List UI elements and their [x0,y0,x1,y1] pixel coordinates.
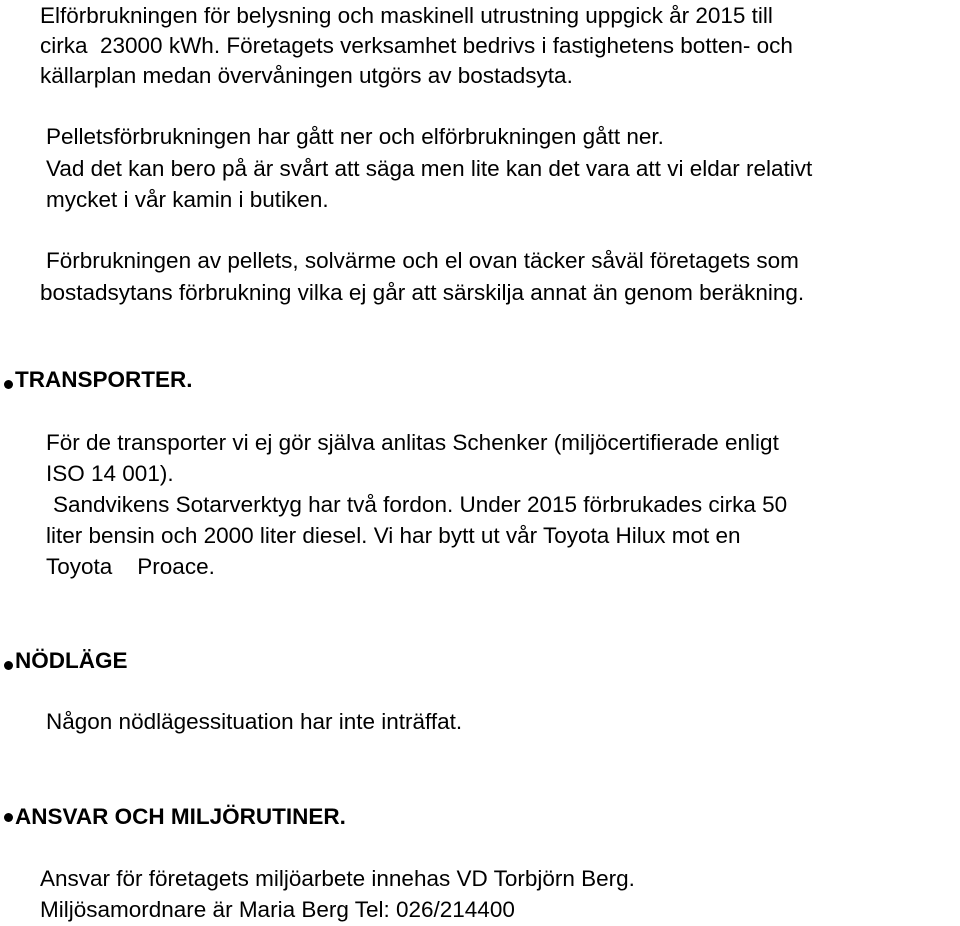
bullet-icon [4,813,13,822]
text-line: Toyota Proace. [46,554,215,579]
text-line: Miljösamordnare är Maria Berg Tel: 026/214400 [40,897,515,922]
bullet-icon [4,661,13,670]
text-line: För de transporter vi ej gör själva anlitas Schenker (miljöcertifierade enligt [46,430,779,455]
text-line: ISO 14 001). [46,461,174,486]
text-line: cirka 23000 kWh. Företagets verksamhet bedrivs i fastighetens botten- och [40,33,793,58]
text-line: Pelletsförbrukningen har gått ner och elförbrukningen gått ner. [46,124,664,149]
text-line: liter bensin och 2000 liter diesel. Vi har bytt ut vår Toyota Hilux mot en [46,523,741,548]
bullet-icon [4,380,13,389]
section-heading-transport: TRANSPORTER. [15,367,193,392]
text-line: Förbrukningen av pellets, solvärme och el ovan täcker såväl företagets som [46,248,799,273]
text-line: Någon nödlägessituation har inte inträffat. [46,709,463,734]
text-line: Elförbrukningen för belysning och maskinell utrustning uppgick år 2015 till [40,3,773,28]
text-line: mycket i vår kamin i butiken. [46,187,329,212]
section-heading-responsibility: ANSVAR OCH MILJÖRUTINER. [15,804,346,829]
text-line: Vad det kan bero på är svårt att säga men lite kan det vara att vi eldar relativt [46,156,813,181]
section-heading-emergency: NÖDLÄGE [15,648,128,673]
text-line: Sandvikens Sotarverktyg har två fordon. Under 2015 förbrukades cirka 50 [53,492,788,517]
text-line: bostadsytans förbrukning vilka ej går att särskilja annat än genom beräkning. [40,280,805,305]
text-line: källarplan medan övervåningen utgörs av bostadsyta. [40,63,573,88]
text-line: Ansvar för företagets miljöarbete innehas VD Torbjörn Berg. [40,866,635,891]
